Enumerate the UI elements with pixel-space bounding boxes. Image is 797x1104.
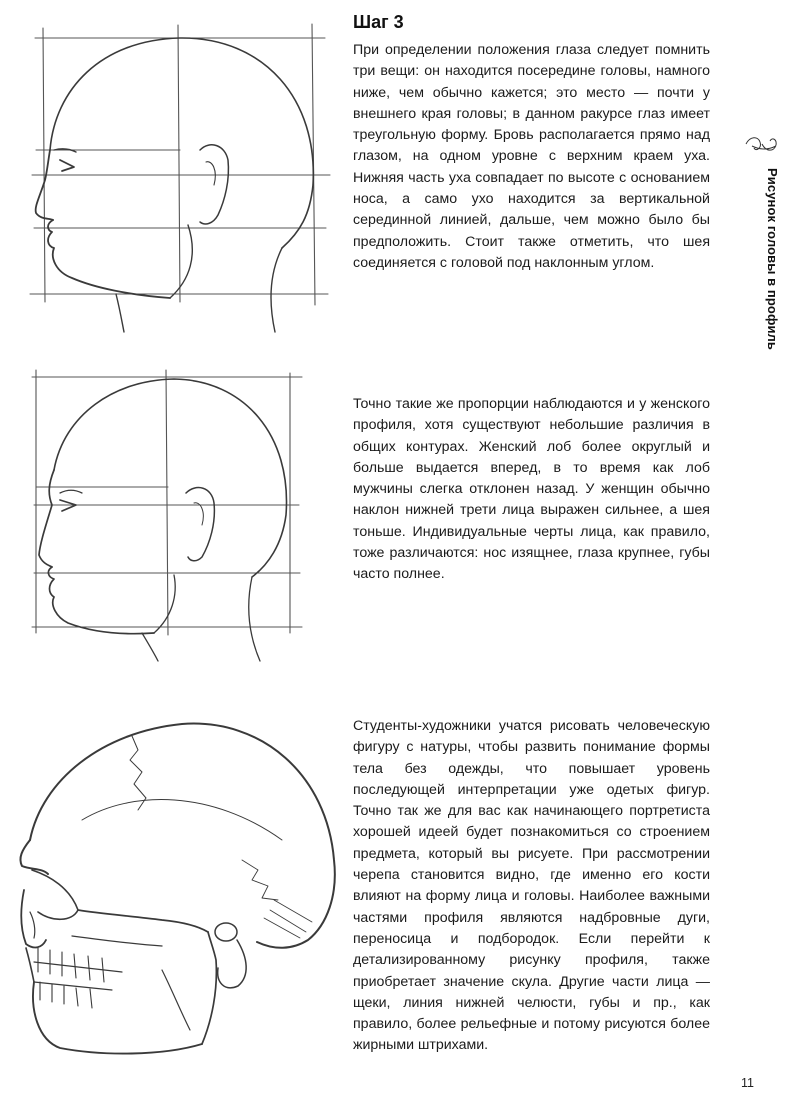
female-head-sketch — [24, 365, 324, 665]
side-title: Рисунок головы в профиль — [765, 168, 780, 350]
step-title: Шаг 3 — [353, 12, 404, 32]
paragraph-female-profile: Точно такие же пропорции наблюдаются и у женского профиля, хотя существуют небольшие различия в общих контурах. Женский лоб более округлый и больше выдается вперед, в то время как лоб мужчины слегка отклонен назад. У женщин обычно наклон нижней трети лица выражен сильнее, а шея тоньше. Индивидуальные черты лица, как правило, тоже различаются: нос изящнее, глаза крупнее, губы часто полнее. — [353, 396, 710, 583]
paragraph-skull-structure: Студенты-художники учатся рисовать человеческую фигуру с натуры, чтобы развить понимание формы тела без одежды, что повышает уровень последующей интерпретации уже одетых фигур. Точно так же для вас как начинающего портретиста хорошей идеей будет познакомиться со строением предмета, который вы рисуете. При рассмотрении черепа становится видно, где именно его кости влияют на форму лица и головы. Наиболее важными частями профиля являются надбровные дуги, переносица и подбородок. Если перейти к детализированному рисунку профиля, также приобретает значение скула. Другие части лица — щеки, линия нижней челюсти, губы и пр., как правило, более рельефные и потому рисуются более жирными штрихами. — [353, 718, 710, 1054]
skull-sketch — [12, 700, 352, 1070]
flourish-ornament-icon — [742, 130, 782, 160]
page-number: 11 — [741, 1076, 754, 1090]
male-head-sketch — [20, 10, 340, 335]
paragraph-eye-position: При определении положения глаза следует помнить три вещи: он находится посередине головы, намного ниже, чем обычно кажется; это место — почти у внешнего края головы; в данном ракурсе глаз имеет треугольную форму. Бровь располагается прямо над глазом, на одном уровне с верхним краем уха. Нижняя часть уха совпадает по высоте с основанием носа, а само ухо находится за вертикальной серединной линией, дальше, чем можно было бы предположить. Стоит также отметить, что шея соединяется с головой под наклонным углом. — [353, 42, 710, 271]
side-section-label — [742, 130, 782, 360]
